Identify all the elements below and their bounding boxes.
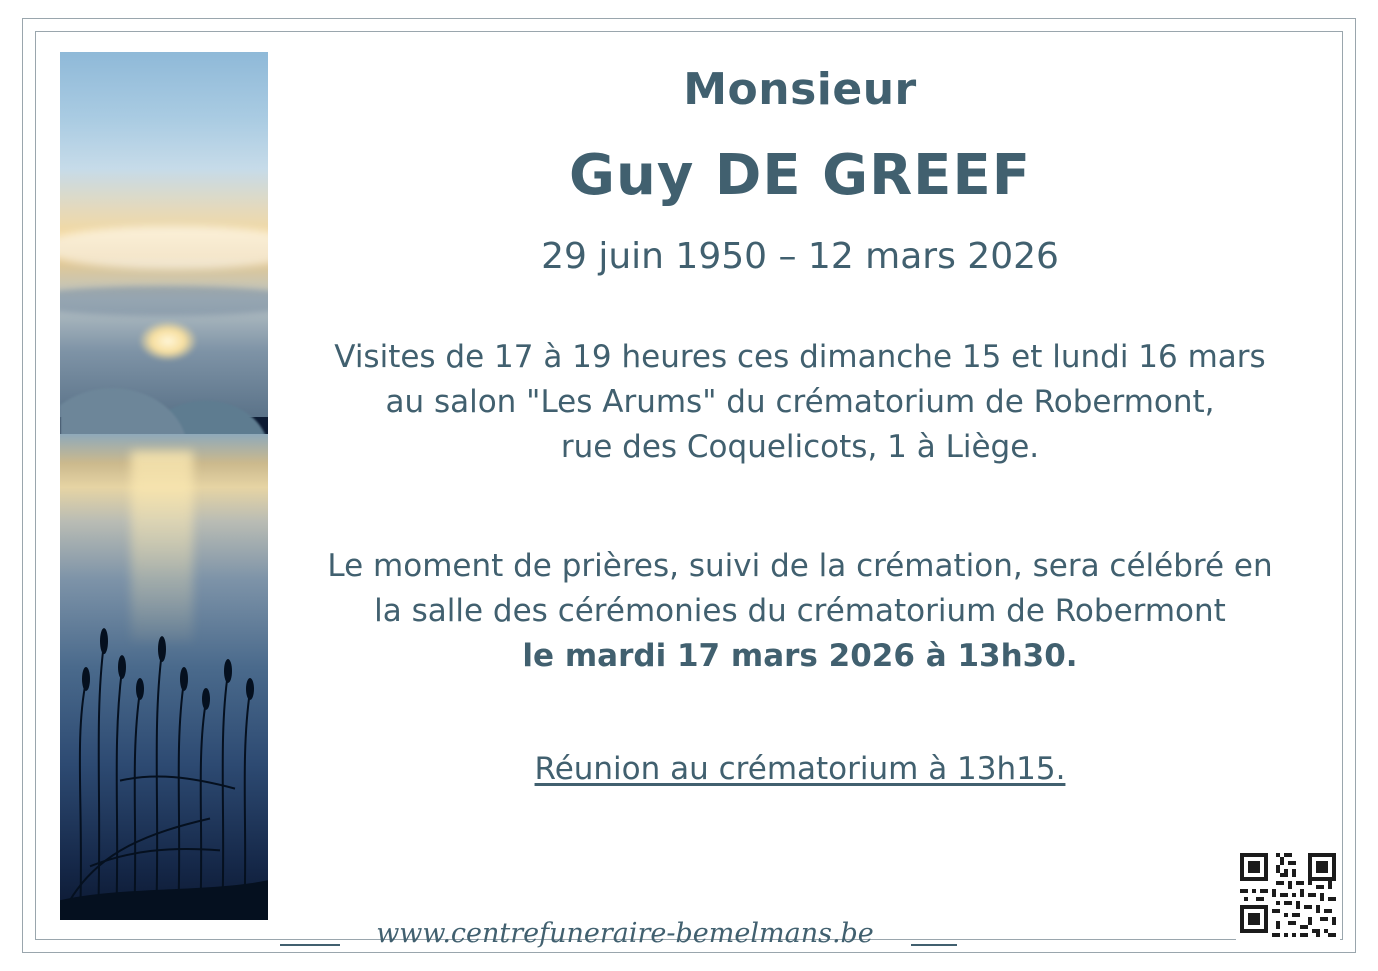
ceremony-line-1: Le moment de prières, suivi de la crémation, sera célébré en: [327, 547, 1273, 584]
visits-line-2: au salon "Les Arums" du crématorium de Robermont,: [385, 383, 1215, 420]
ceremony-paragraph: [290, 544, 1310, 679]
photo-cloud-upper: [60, 226, 268, 269]
announcement-text: [290, 52, 1310, 920]
honorific: Monsieur: [683, 64, 917, 115]
visits-line-3: rue des Coquelicots, 1 à Liège.: [560, 428, 1040, 465]
visits-line-1: Visites de 17 à 19 heures ces dimanche 15 et lundi 16 mars: [334, 339, 1266, 375]
photo-cloud-lower: [60, 286, 268, 316]
meeting-note-text: Réunion au crématorium à 13h15.: [534, 750, 1066, 787]
rule-right: [911, 944, 957, 946]
rule-left: [280, 944, 340, 946]
memorial-photo: [60, 52, 268, 920]
qr-code-icon: [1236, 849, 1340, 941]
ceremony-line-2: la salle des cérémonies du crématorium de Robermont: [374, 592, 1226, 629]
website-line: [345, 918, 905, 949]
life-dates: 29 juin 1950 – 12 mars 2026: [541, 236, 1059, 277]
website-url: www.centrefuneraire-bemelmans.be: [376, 918, 874, 949]
visits-paragraph: [290, 335, 1310, 470]
ceremony-datetime: le mardi 17 mars 2026 à 13h30.: [522, 637, 1078, 674]
photo-reeds: [60, 382, 268, 920]
meeting-note: [290, 751, 1310, 787]
deceased-name: Guy DE GREEF: [569, 143, 1031, 208]
